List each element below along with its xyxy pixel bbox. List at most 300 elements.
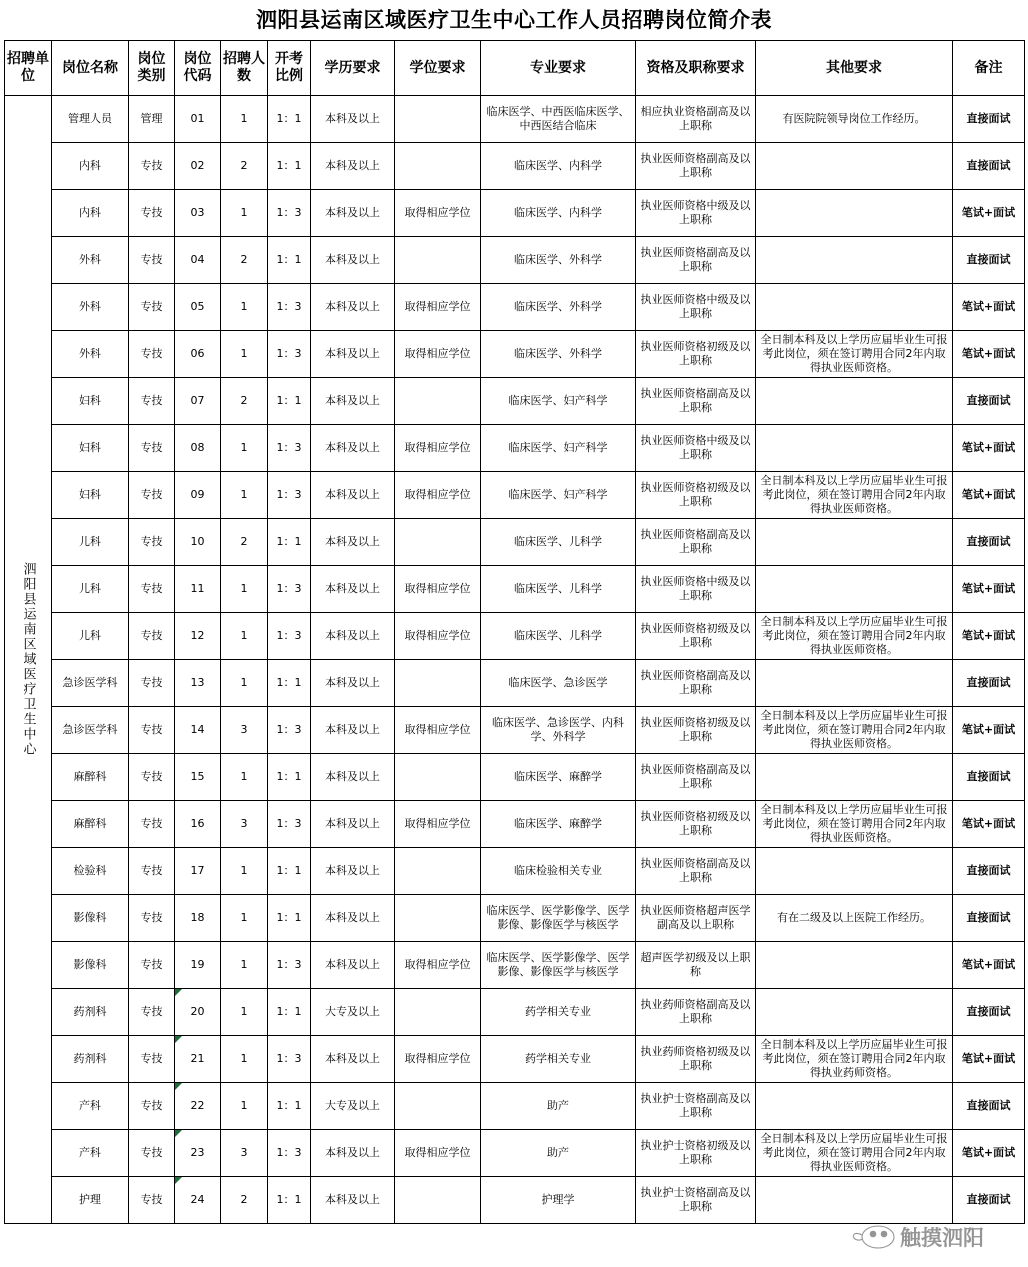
cell-education: 本科及以上 (311, 1130, 395, 1177)
cell-remark: 笔试+面试 (953, 613, 1025, 660)
cell-qualification: 超声医学初级及以上职称 (636, 942, 756, 989)
cell-degree: 取得相应学位 (395, 801, 481, 848)
cell-post-type: 专技 (129, 848, 175, 895)
cell-major: 临床医学、麻醉学 (481, 754, 636, 801)
cell-remark: 笔试+面试 (953, 331, 1025, 378)
cell-post-name: 急诊医学科 (52, 660, 129, 707)
cell-degree (395, 378, 481, 425)
cell-post-name: 产科 (52, 1083, 129, 1130)
cell-post-name: 麻醉科 (52, 801, 129, 848)
cell-exam-ratio: 1：3 (268, 284, 311, 331)
cell-degree: 取得相应学位 (395, 707, 481, 754)
cell-other (756, 942, 953, 989)
cell-post-code: 24 (175, 1177, 221, 1224)
cell-remark: 直接面试 (953, 848, 1025, 895)
cell-post-name: 儿科 (52, 519, 129, 566)
cell-qualification: 执业医师资格中级及以上职称 (636, 284, 756, 331)
cell-education: 本科及以上 (311, 613, 395, 660)
cell-other (756, 1083, 953, 1130)
cell-degree (395, 96, 481, 143)
header-label-qualification: 资格及职称要求 (646, 59, 745, 76)
cell-post-name: 外科 (52, 331, 129, 378)
cell-remark: 直接面试 (953, 96, 1025, 143)
cell-post-code: 01 (175, 96, 221, 143)
cell-degree (395, 1083, 481, 1130)
column-header-headcount (221, 41, 268, 96)
svg-text:触摸泗阳: 触摸泗阳 (900, 1225, 984, 1250)
cell-remark: 直接面试 (953, 378, 1025, 425)
cell-post-code: 08 (175, 425, 221, 472)
cell-education: 本科及以上 (311, 895, 395, 942)
cell-post-code: 14 (175, 707, 221, 754)
cell-degree (395, 895, 481, 942)
cell-post-type: 专技 (129, 989, 175, 1036)
header-label-post-code: 岗位代码 (183, 51, 212, 84)
cell-other: 全日制本科及以上学历应届毕业生可报考此岗位，须在签订聘用合同2年内取得执业医师资格。 (756, 1130, 953, 1177)
cell-post-code: 06 (175, 331, 221, 378)
cell-headcount: 3 (221, 1130, 268, 1177)
header-label-exam-ratio: 开考比例 (275, 51, 303, 84)
cell-post-type: 专技 (129, 566, 175, 613)
cell-major: 临床医学、外科学 (481, 331, 636, 378)
table-row (5, 143, 1025, 190)
cell-exam-ratio: 1：3 (268, 425, 311, 472)
cell-remark: 直接面试 (953, 895, 1025, 942)
cell-post-name: 产科 (52, 1130, 129, 1177)
column-header-post-type (129, 41, 175, 96)
cell-exam-ratio: 1：3 (268, 707, 311, 754)
cell-exam-ratio: 1：1 (268, 378, 311, 425)
cell-headcount: 1 (221, 96, 268, 143)
cell-qualification: 执业医师资格初级及以上职称 (636, 331, 756, 378)
cell-post-name: 药剂科 (52, 1036, 129, 1083)
cell-post-type: 管理 (129, 96, 175, 143)
cell-post-name: 妇科 (52, 378, 129, 425)
cell-remark: 笔试+面试 (953, 472, 1025, 519)
cell-remark: 直接面试 (953, 660, 1025, 707)
cell-post-code: 10 (175, 519, 221, 566)
cell-remark: 直接面试 (953, 989, 1025, 1036)
cell-post-code: 20 (175, 989, 221, 1036)
cell-degree (395, 1177, 481, 1224)
cell-education: 本科及以上 (311, 942, 395, 989)
cell-major: 临床医学、医学影像学、医学影像、影像医学与核医学 (481, 895, 636, 942)
cell-education: 本科及以上 (311, 190, 395, 237)
cell-major: 临床医学、中西医临床医学、中西医结合临床 (481, 96, 636, 143)
cell-post-name: 急诊医学科 (52, 707, 129, 754)
cell-qualification: 执业医师资格中级及以上职称 (636, 190, 756, 237)
cell-post-code: 11 (175, 566, 221, 613)
recruitment-table (4, 40, 1025, 1224)
cell-headcount: 1 (221, 190, 268, 237)
cell-qualification: 执业药师资格副高及以上职称 (636, 989, 756, 1036)
cell-other: 全日制本科及以上学历应届毕业生可报考此岗位，须在签订聘用合同2年内取得执业医师资格。 (756, 801, 953, 848)
cell-remark: 笔试+面试 (953, 1036, 1025, 1083)
cell-post-name: 检验科 (52, 848, 129, 895)
cell-headcount: 1 (221, 566, 268, 613)
cell-degree (395, 848, 481, 895)
cell-degree: 取得相应学位 (395, 472, 481, 519)
cell-education: 本科及以上 (311, 707, 395, 754)
cell-exam-ratio: 1：3 (268, 1130, 311, 1177)
cell-post-name: 妇科 (52, 472, 129, 519)
table-row (5, 660, 1025, 707)
cell-education: 本科及以上 (311, 237, 395, 284)
cell-education: 本科及以上 (311, 96, 395, 143)
cell-major: 助产 (481, 1130, 636, 1177)
cell-headcount: 2 (221, 143, 268, 190)
table-row (5, 801, 1025, 848)
cell-post-type: 专技 (129, 237, 175, 284)
cell-education: 本科及以上 (311, 519, 395, 566)
cell-post-name: 儿科 (52, 613, 129, 660)
cell-post-code: 19 (175, 942, 221, 989)
table-row (5, 942, 1025, 989)
cell-post-name: 护理 (52, 1177, 129, 1224)
cell-qualification: 相应执业资格副高及以上职称 (636, 96, 756, 143)
cell-headcount: 1 (221, 895, 268, 942)
cell-degree (395, 143, 481, 190)
cell-education: 本科及以上 (311, 1177, 395, 1224)
cell-degree: 取得相应学位 (395, 613, 481, 660)
cell-major: 临床医学、内科学 (481, 190, 636, 237)
header-label-remark: 备注 (974, 59, 1003, 76)
cell-major: 临床医学、外科学 (481, 237, 636, 284)
cell-education: 本科及以上 (311, 1036, 395, 1083)
column-header-education (311, 41, 395, 96)
cell-post-type: 专技 (129, 519, 175, 566)
cell-remark: 笔试+面试 (953, 801, 1025, 848)
cell-other (756, 378, 953, 425)
cell-post-code: 03 (175, 190, 221, 237)
cell-qualification: 执业医师资格副高及以上职称 (636, 754, 756, 801)
cell-major: 药学相关专业 (481, 1036, 636, 1083)
cell-remark: 直接面试 (953, 237, 1025, 284)
cell-exam-ratio: 1：3 (268, 801, 311, 848)
cell-other (756, 237, 953, 284)
cell-exam-ratio: 1：3 (268, 190, 311, 237)
cell-qualification: 执业医师资格初级及以上职称 (636, 472, 756, 519)
cell-exam-ratio: 1：1 (268, 754, 311, 801)
cell-other (756, 425, 953, 472)
cell-post-type: 专技 (129, 331, 175, 378)
cell-other: 有在二级及以上医院工作经历。 (756, 895, 953, 942)
cell-remark: 直接面试 (953, 519, 1025, 566)
cell-qualification: 执业护士资格副高及以上职称 (636, 1083, 756, 1130)
cell-exam-ratio: 1：1 (268, 989, 311, 1036)
cell-remark: 直接面试 (953, 143, 1025, 190)
header-label-degree: 学位要求 (409, 59, 466, 76)
cell-qualification: 执业医师资格初级及以上职称 (636, 613, 756, 660)
cell-exam-ratio: 1：1 (268, 1177, 311, 1224)
column-header-exam-ratio (268, 41, 311, 96)
cell-headcount: 1 (221, 613, 268, 660)
cell-qualification: 执业医师资格中级及以上职称 (636, 566, 756, 613)
cell-headcount: 2 (221, 378, 268, 425)
header-label-post-type: 岗位类别 (137, 51, 166, 84)
cell-other (756, 284, 953, 331)
cell-post-type: 专技 (129, 801, 175, 848)
cell-major: 临床医学、儿科学 (481, 519, 636, 566)
cell-post-code: 04 (175, 237, 221, 284)
cell-headcount: 1 (221, 425, 268, 472)
cell-degree: 取得相应学位 (395, 284, 481, 331)
column-header-major (481, 41, 636, 96)
watermark-logo (848, 1220, 1018, 1254)
header-label-other: 其他要求 (826, 59, 882, 76)
cell-other (756, 754, 953, 801)
column-header-unit (5, 41, 52, 96)
cell-major: 临床医学、儿科学 (481, 566, 636, 613)
cell-post-type: 专技 (129, 190, 175, 237)
cell-post-name: 影像科 (52, 895, 129, 942)
cell-other (756, 519, 953, 566)
table-row (5, 895, 1025, 942)
cell-exam-ratio: 1：1 (268, 895, 311, 942)
cell-headcount: 1 (221, 942, 268, 989)
table-row (5, 1036, 1025, 1083)
cell-post-code: 23 (175, 1130, 221, 1177)
table-row (5, 566, 1025, 613)
cell-education: 本科及以上 (311, 331, 395, 378)
cell-post-code: 15 (175, 754, 221, 801)
cell-exam-ratio: 1：3 (268, 331, 311, 378)
cell-other (756, 660, 953, 707)
table-row (5, 707, 1025, 754)
cell-headcount: 2 (221, 1177, 268, 1224)
cell-other (756, 143, 953, 190)
cell-qualification: 执业医师资格副高及以上职称 (636, 848, 756, 895)
table-row (5, 190, 1025, 237)
table-row (5, 472, 1025, 519)
cell-qualification: 执业药师资格初级及以上职称 (636, 1036, 756, 1083)
cell-degree (395, 754, 481, 801)
cell-post-type: 专技 (129, 425, 175, 472)
cell-education: 本科及以上 (311, 378, 395, 425)
table-row (5, 425, 1025, 472)
cell-post-type: 专技 (129, 660, 175, 707)
cell-post-name: 药剂科 (52, 989, 129, 1036)
cell-post-code: 12 (175, 613, 221, 660)
cell-headcount: 3 (221, 801, 268, 848)
cell-major: 临床医学、内科学 (481, 143, 636, 190)
cell-post-type: 专技 (129, 613, 175, 660)
cell-headcount: 3 (221, 707, 268, 754)
cell-other: 全日制本科及以上学历应届毕业生可报考此岗位，须在签订聘用合同2年内取得执业医师资格。 (756, 472, 953, 519)
cell-post-code: 13 (175, 660, 221, 707)
cell-major: 护理学 (481, 1177, 636, 1224)
cell-post-type: 专技 (129, 1036, 175, 1083)
cell-major: 助产 (481, 1083, 636, 1130)
cell-education: 本科及以上 (311, 566, 395, 613)
cell-post-type: 专技 (129, 284, 175, 331)
cell-remark: 笔试+面试 (953, 425, 1025, 472)
cell-headcount: 2 (221, 519, 268, 566)
cell-headcount: 1 (221, 472, 268, 519)
cell-major: 临床医学、急诊医学 (481, 660, 636, 707)
cell-headcount: 1 (221, 284, 268, 331)
cell-headcount: 1 (221, 848, 268, 895)
cell-post-name: 内科 (52, 190, 129, 237)
cell-qualification: 执业医师资格副高及以上职称 (636, 660, 756, 707)
cell-post-type: 专技 (129, 942, 175, 989)
cell-post-code: 07 (175, 378, 221, 425)
cell-post-type: 专技 (129, 378, 175, 425)
cell-other (756, 1177, 953, 1224)
cell-exam-ratio: 1：1 (268, 143, 311, 190)
cell-exam-ratio: 1：3 (268, 472, 311, 519)
table-row (5, 378, 1025, 425)
cell-exam-ratio: 1：1 (268, 96, 311, 143)
cell-degree (395, 237, 481, 284)
cell-post-name: 内科 (52, 143, 129, 190)
cell-education: 本科及以上 (311, 754, 395, 801)
cell-remark: 笔试+面试 (953, 284, 1025, 331)
cell-exam-ratio: 1：3 (268, 566, 311, 613)
cell-degree: 取得相应学位 (395, 1130, 481, 1177)
cell-education: 本科及以上 (311, 472, 395, 519)
cell-remark: 笔试+面试 (953, 566, 1025, 613)
cell-degree (395, 519, 481, 566)
cell-degree: 取得相应学位 (395, 942, 481, 989)
table-row (5, 1130, 1025, 1177)
cell-post-type: 专技 (129, 1177, 175, 1224)
cell-post-name: 管理人员 (52, 96, 129, 143)
cell-post-code: 16 (175, 801, 221, 848)
cell-qualification: 执业医师资格副高及以上职称 (636, 143, 756, 190)
cell-major: 临床医学、急诊医学、内科学、外科学 (481, 707, 636, 754)
cell-post-code: 09 (175, 472, 221, 519)
column-header-post-code (175, 41, 221, 96)
table-row (5, 613, 1025, 660)
cell-post-type: 专技 (129, 1130, 175, 1177)
cell-major: 临床医学、妇产科学 (481, 378, 636, 425)
cell-post-type: 专技 (129, 143, 175, 190)
cell-post-name: 影像科 (52, 942, 129, 989)
table-row (5, 989, 1025, 1036)
cell-exam-ratio: 1：3 (268, 942, 311, 989)
cell-headcount: 2 (221, 237, 268, 284)
cell-headcount: 1 (221, 1083, 268, 1130)
cell-major: 药学相关专业 (481, 989, 636, 1036)
cell-post-name: 外科 (52, 237, 129, 284)
cell-major: 临床医学、医学影像学、医学影像、影像医学与核医学 (481, 942, 636, 989)
cell-degree (395, 989, 481, 1036)
cell-qualification: 执业医师资格中级及以上职称 (636, 425, 756, 472)
cell-other: 全日制本科及以上学历应届毕业生可报考此岗位，须在签订聘用合同2年内取得执业医师资格。 (756, 331, 953, 378)
cell-major: 临床医学、妇产科学 (481, 472, 636, 519)
cell-other (756, 989, 953, 1036)
page-title: 泗阳县运南区域医疗卫生中心工作人员招聘岗位简介表 (256, 7, 772, 32)
cell-post-code: 02 (175, 143, 221, 190)
header-label-unit: 招聘单位 (7, 51, 49, 84)
cell-qualification: 执业护士资格副高及以上职称 (636, 1177, 756, 1224)
cell-headcount: 1 (221, 1036, 268, 1083)
cell-exam-ratio: 1：3 (268, 1036, 311, 1083)
column-header-degree (395, 41, 481, 96)
table-row (5, 754, 1025, 801)
table-row (5, 237, 1025, 284)
cell-exam-ratio: 1：1 (268, 660, 311, 707)
cell-qualification: 执业医师资格初级及以上职称 (636, 707, 756, 754)
cell-education: 本科及以上 (311, 284, 395, 331)
cell-education: 大专及以上 (311, 1083, 395, 1130)
cell-remark: 直接面试 (953, 754, 1025, 801)
cell-major: 临床医学、外科学 (481, 284, 636, 331)
cell-post-code: 05 (175, 284, 221, 331)
column-header-remark (953, 41, 1025, 96)
cell-qualification: 执业医师资格副高及以上职称 (636, 519, 756, 566)
cell-recruiting-unit (5, 96, 52, 1224)
cell-other (756, 848, 953, 895)
table-body (5, 96, 1025, 1224)
cell-post-type: 专技 (129, 472, 175, 519)
cell-remark: 直接面试 (953, 1083, 1025, 1130)
table-row (5, 1083, 1025, 1130)
cell-exam-ratio: 1：1 (268, 848, 311, 895)
cell-remark: 笔试+面试 (953, 942, 1025, 989)
cell-degree: 取得相应学位 (395, 425, 481, 472)
cell-other (756, 566, 953, 613)
cell-headcount: 1 (221, 660, 268, 707)
table-row (5, 519, 1025, 566)
cell-major: 临床医学、妇产科学 (481, 425, 636, 472)
cell-degree: 取得相应学位 (395, 190, 481, 237)
column-header-other (756, 41, 953, 96)
cell-post-code: 18 (175, 895, 221, 942)
table-row (5, 284, 1025, 331)
table-row (5, 1177, 1025, 1224)
column-header-qualification (636, 41, 756, 96)
cell-degree: 取得相应学位 (395, 331, 481, 378)
cell-remark: 笔试+面试 (953, 190, 1025, 237)
cell-post-type: 专技 (129, 895, 175, 942)
cell-education: 本科及以上 (311, 801, 395, 848)
cell-other: 有医院院领导岗位工作经历。 (756, 96, 953, 143)
cell-major: 临床医学、儿科学 (481, 613, 636, 660)
cell-qualification: 执业医师资格初级及以上职称 (636, 801, 756, 848)
cell-post-type: 专技 (129, 754, 175, 801)
cell-post-type: 专技 (129, 1083, 175, 1130)
header-label-education: 学历要求 (324, 59, 381, 76)
cell-post-name: 外科 (52, 284, 129, 331)
cell-other (756, 190, 953, 237)
table-header-row (5, 41, 1025, 96)
cell-education: 本科及以上 (311, 848, 395, 895)
cell-degree: 取得相应学位 (395, 1036, 481, 1083)
cell-post-code: 21 (175, 1036, 221, 1083)
cell-remark: 笔试+面试 (953, 1130, 1025, 1177)
cell-headcount: 1 (221, 989, 268, 1036)
cell-qualification: 执业医师资格副高及以上职称 (636, 237, 756, 284)
cell-post-type: 专技 (129, 707, 175, 754)
header-label-major: 专业要求 (530, 59, 586, 76)
cell-exam-ratio: 1：1 (268, 237, 311, 284)
cell-other: 全日制本科及以上学历应届毕业生可报考此岗位，须在签订聘用合同2年内取得执业医师资格。 (756, 707, 953, 754)
cell-exam-ratio: 1：1 (268, 519, 311, 566)
cell-qualification: 执业护士资格初级及以上职称 (636, 1130, 756, 1177)
cell-headcount: 1 (221, 331, 268, 378)
cell-major: 临床检验相关专业 (481, 848, 636, 895)
cell-education: 大专及以上 (311, 989, 395, 1036)
table-row (5, 331, 1025, 378)
recruiting-unit-label: 泗阳县运南区域医疗卫生中心 (20, 562, 36, 757)
header-label-post-name: 岗位名称 (62, 59, 118, 76)
cell-education: 本科及以上 (311, 425, 395, 472)
cell-post-code: 22 (175, 1083, 221, 1130)
cell-degree (395, 660, 481, 707)
cell-education: 本科及以上 (311, 143, 395, 190)
